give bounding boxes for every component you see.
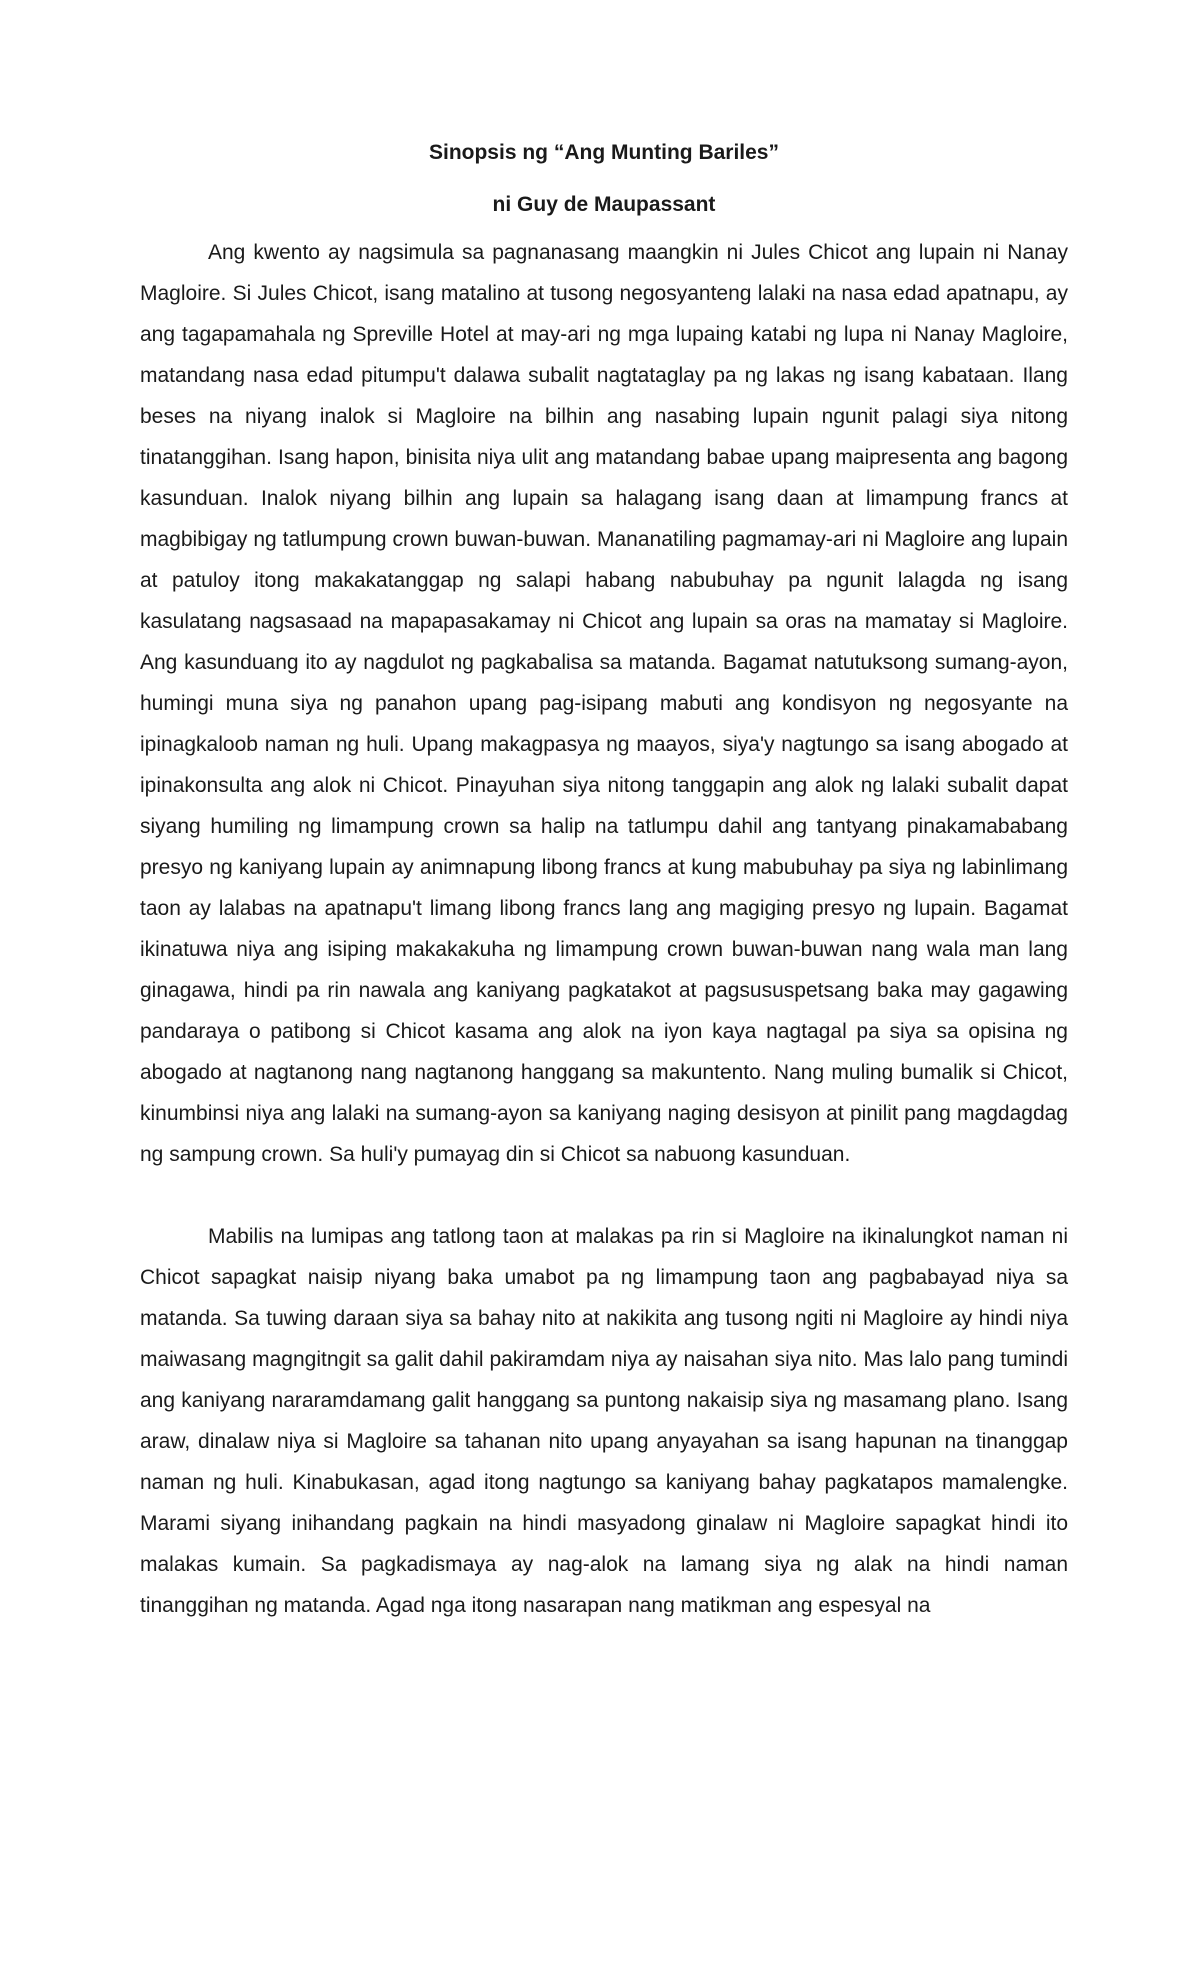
document-title: Sinopsis ng “Ang Munting Bariles”	[428, 141, 779, 164]
page-content	[140, 140, 1068, 1626]
paragraph-1: Ang kwento ay nagsimula sa pagnanasang maangkin ni Jules Chicot ang lupain ni Nanay Magloire. Si Jules Chicot, isang matalino at tusong negosyanteng lalaki na nasa edad apatnapu, ay ang tagapamahala ng Spreville Hotel at may-ari ng mga lupaing katabi ng lupa ni Nanay Magloire, matandang nasa edad pitumpu't dalawa subalit nagtataglay pa ng lakas ng isang kabataan. Ilang beses na niyang inalok si Magloire na bilhin ang nasabing lupain ngunit palagi siya nitong tinatanggihan. Isang hapon, binisita niya ulit ang matandang babae upang maipresenta ang bagong kasunduan. Inalok niyang bilhin ang lupain sa halagang isang daan at limampung francs at magbibigay ng tatlumpung crown buwan-buwan. Mananatiling pagmamay-ari ni Magloire ang lupain at patuloy itong makakatanggap ng salapi habang nabubuhay pa ngunit lalagda ng isang kasulatang nagsasaad na mapapasakamay ni Chicot ang lupain sa oras na mamatay si Magloire. Ang kasunduang ito ay nagdulot ng pagkabalisa sa matanda. Bagamat natutuksong sumang-ayon, humingi muna siya ng panahon upang pag-isipang mabuti ang kondisyon ng negosyante na ipinagkaloob naman ng huli. Upang makagpasya ng maayos, siya'y nagtungo sa isang abogado at ipinakonsulta ang alok ni Chicot. Pinayuhan siya nitong tanggapin ang alok ng lalaki subalit dapat siyang humiling ng limampung crown sa halip na tatlumpu dahil ang tantyang pinakamababang presyo ng kaniyang lupain ay animnapung libong francs at kung mabubuhay pa siya ng labinlimang taon ay lalabas na apatnapu't limang libong francs lang ang magiging presyo ng lupain. Bagamat ikinatuwa niya ang isiping makakakuha ng limampung crown buwan-buwan nang wala man lang ginagawa, hindi pa rin nawala ang kaniyang pagkatakot at pagsususpetsang baka may gagawing pandaraya o patibong si Chicot kasama ang alok na iyon kaya nagtagal pa siya sa opisina ng abogado at nagtanong nang nagtanong hanggang sa makuntento. Nang muling bumalik si Chicot, kinumbinsi niya ang lalaki na sumang-ayon sa kaniyang naging desisyon at pinilit pang magdagdag ng sampung crown. Sa huli'y pumayag din si Chicot sa nabuong kasunduan.	[140, 241, 1068, 1166]
paragraph-2: Mabilis na lumipas ang tatlong taon at malakas pa rin si Magloire na ikinalungkot naman ni Chicot sapagkat naisip niyang baka umabot pa ng limampung taon ang pagbabayad niya sa matanda. Sa tuwing daraan siya sa bahay nito at nakikita ang tusong ngiti ni Magloire ay hindi niya maiwasang magngitngit sa galit dahil pakiramdam niya ay naisahan siya nito. Mas lalo pang tumindi ang kaniyang nararamdamang galit hanggang sa puntong nakaisip siya ng masamang plano. Isang araw, dinalaw niya si Magloire sa tahanan nito upang anyayahan sa isang hapunan na tinanggap naman ng huli. Kinabukasan, agad itong nagtungo sa kaniyang bahay pagkatapos mamalengke. Marami siyang inihandang pagkain na hindi masyadong ginalaw ni Magloire sapagkat hindi ito malakas kumain. Sa pagkadismaya ay nag-alok na lamang siya ng alak na hindi naman tinanggihan ng matanda. Agad nga itong nasarapan nang matikman ang espesyal na	[140, 1225, 1068, 1617]
author-line: ni Guy de Maupassant	[492, 193, 716, 216]
